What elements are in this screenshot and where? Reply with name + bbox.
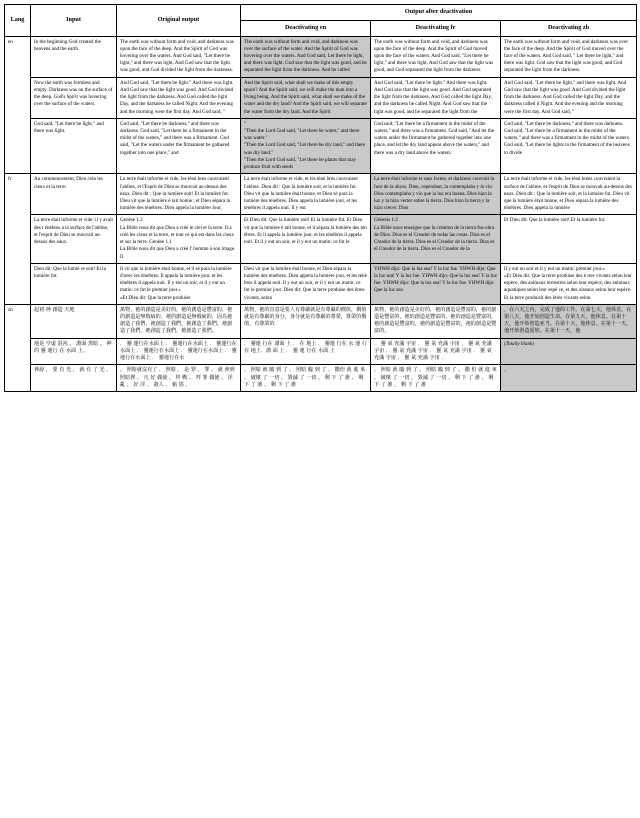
deactivating-zh-cell: Il y eut un soir et il y eut un matin: premier jour.» «Et Dieu dit: Que la terre produise des ê tres vivants selon leur espèce, des animaux terrestres selon leur espèce, des animaux aquatiques selon leur espè ce, et des oiseaux selon leur espèce. Et la terre produisit des êtres vivants selon xyxy=(501,263,637,304)
input-cell: Au commencement, Dieu créa les cieux et la terre. xyxy=(31,174,117,215)
col-header-deactivating-zh: Deactivating zh xyxy=(501,20,637,36)
results-table xyxy=(4,4,637,392)
table-row xyxy=(5,338,637,365)
deactivating-fr-cell: YHWH dijo: Que la luz sea! Y la luz fue. YHWH dijo: Que la luz sea! Y la luz fue. YHWH dijo: Que la luz sea! Y la luz fue. YHWH dijo: Que la luz sea! Y la luz fue. YHWH dijo: Que la luz sea xyxy=(371,263,501,304)
original-output-cell: God said, "Let there be darkness," and there was darkness. God said, "Let there be a firmament in the midst of the waters," and there was a firmament. God said, "Let the waters under the firmament be gathered together into one place," and xyxy=(117,118,241,174)
table-body xyxy=(5,36,637,391)
deactivating-zh-cell: Et Dieu dit: Que la lumière soit! Et la lumière fut. xyxy=(501,215,637,263)
input-cell: Now the earth was formless and empty. Darkness was on the surface of the deep. God's Spirit was hovering over the surface of the waters. xyxy=(31,77,117,118)
original-output-cell: Genèse 1.2 La Bible nous dit que Dieu a créé le ciel et la terre. Il a créé les cieux et la terre, et tout ce qui est dans les cieux et sur la terre. Genèse 1.1 La Bible nous dit que Dieu a créé l' homme à son image. Il xyxy=(117,215,241,263)
deactivating-fr-cell: The earth was without form and void, and darkness was upon the face of the deep. And the Spirit of God moved upon the face of the waters. And God said, "Let there be light," and there was light. And God saw that the light was good, and God separated the light from the darkness xyxy=(371,36,501,77)
deactivating-en-cell: And the Spirit said, what shall we make of this empty space? And the Spirit said, we will make the man into a living being. And the Spirit said, what shall we make of the water and the dry land? And the Spirit said, we will separate the water from the dry land. And the Spirit xyxy=(241,77,371,118)
header-row-top xyxy=(5,5,637,21)
original-output-cell: And God said, "Let there be light." And there was light. And God saw that the light was good. And God divided the light from the darkness. And God called the light Day, and the darkness he called Night. And the evening and the morning were the first day. And God said, " xyxy=(117,77,241,118)
col-header-input: Input xyxy=(31,5,117,37)
deactivating-en-cell: ． 靈運 行在 淵面 上 ． 在 地上 ． 靈運 行在 水 運 行在 地上．淵 面 上 ． 靈 運 行在 水面 上 xyxy=(241,338,371,365)
table-row xyxy=(5,263,637,304)
original-output-cell: Il vit que la lumière était bonne, et il sé para la lumière d'avec les ténèbres. Il appela la lumière jour, et les ténèbres il appela nuit. Il y eut un soir, et il y eut un matin: ce fut le premier jour.» «Et Dieu dit: Que la terre produise xyxy=(117,263,241,304)
original-output-cell: The earth was without form and void, and darkness was upon the face of the deep. And the Spirit of God was hovering over the waters. And God said, "Let there be light," and there was light. And God saw that the light was good, and God divided the light from the darkness. xyxy=(117,36,241,77)
page-sheet xyxy=(0,4,640,818)
deactivating-en-cell: " "Then the Lord God said, "Let there be water," and there was water." "Then the Lord God said, "Let there be dry land," and there was dry land." "Then the Lord God said, "Let there be plants that may produce fruit with seeds xyxy=(241,118,371,174)
table-row xyxy=(5,36,637,77)
lang-cell: fr xyxy=(5,174,31,305)
input-cell: 起初 神 創造 天地 xyxy=(31,304,117,338)
deactivating-zh-cell: The earth was without form and void, and darkness was over the face of the deep. And the Spirit of God moved over the face of the waters. And God said, " Let there be light," and there was light. God saw that the light was good, and God separated the light from the darkness. xyxy=(501,36,637,77)
deactivating-fr-cell: La terre était informe et sans forme, et darkness couvrait la face de la abyss. Dieu, cependant, la contemplaba y la vio. Dios contemplaba y vio que la luz era buena. Dios hizo la luz y la hizo verter sobre la tierra. Dios hizo la tierra y la hizo crecer. Dios xyxy=(371,174,501,215)
original-output-cell: 萬物，祂的創造是美好的，祂的創造是豐富的，祂的創造是無瑕疵的，祂的創造是無瑕疵的，因為祂創造了我們，祂創造了我們，祂創造了我們，祂創造了我們，祂創造了我們，祂創造了我們。 xyxy=(117,304,241,338)
col-header-deactivating-en: Deactivating en xyxy=(241,20,371,36)
deactivating-fr-cell: Génesis 1:2 La Bible nous enseigne que la création de la tierra fue obra de Dios. Dios es el Creador de todas las cosas. Dios es el Creador de la tierra. Dios es el Creador de la tierra. Dios es el Creador de la tierra. Dios es el Creador de la xyxy=(371,215,501,263)
deactivating-en-cell: La terre était informe et vide, et les ténè bres couvraient l'abîme. Dieu dit : Que la lumière soit, et la lumière fut. Dieu vit que la lumière était bonne, et Dieu sé para la lumière des ténèbres. Dieu appela la lumière jour, et les ténèbres il appela nuit. Il y eut xyxy=(241,174,371,215)
lang-cell: zh xyxy=(5,304,31,391)
deactivating-fr-cell: And God said, "Let there be light." And there was light. And God saw that the light was good. And God separated the light from the darkness. And God called the light Day, and the darkness he called Night. And God saw that the light was good, and he separated the light from the xyxy=(371,77,501,118)
deactivating-zh-cell: And God said, "Let there be light," and there was light. And God saw that the light was good. And God divided the light from the darkness. And God called the light Day, and the darkness called it Night. And the evening and the morning were the first day. And God said, " xyxy=(501,77,637,118)
table-row xyxy=(5,304,637,338)
deactivating-fr-cell: 萬物，祂的創造是美好的，祂的創造是豐富的，祂的創造是豐富的，祂的創造是豐富的，祂的創造是豐富的，祂的創造是豐富的，祂的創造是豐富的，祂的創造是豐富的。 xyxy=(371,304,501,338)
col-header-lang: Lang xyxy=(5,5,31,37)
deactivating-fr-cell: God said, "Let there be a firmament in the midst of the waters," and there was a firmament. God said, "And let the waters under the firmament be gathered together into one place, and let the dry land appear above the waters," and there was a dry land above the waters. xyxy=(371,118,501,174)
col-header-output-after-deactivation: Output after deactivation xyxy=(241,5,637,21)
original-output-cell: La terre était informe et vide, les ténè bres couvraient l'abîme, et l'Esprit de Dieu se mouvait au-dessus des eaux. Dieu dit : Que la lumière soit! Et la lumière fut. Dieu vit que la lumière é tait bonne ; et Dieu sépara la lumière des ténèbres. Dieu appela la lumière Jour, xyxy=(117,174,241,215)
table-row xyxy=(5,215,637,263)
input-cell: 神說 ， 要 有 光 ， 就 有 了 光 。 xyxy=(31,365,117,392)
deactivating-zh-cell: La terre était informe et vide, les ténè brees couvraient la surface de l'abîme, et l'esprit de Dieu se mouvait au-dessus des eaux. Dieu dit : Que la lumière soit, et la lumière fut. Dieu vit que la lumière était bonne, et Dieu sépara la lumière des ténèbres. Dieu appela la lumière xyxy=(501,174,637,215)
deactivating-en-cell: Dieu vit que la lumière était bonne, et Dieu sépara la lumière des ténèbres. Dieu appela la lumière jour, et les ténè bres il appela nuit. Il y eut un soir, et il y eut un matin: ce fut le premier jour. Dieu dit: Que la terre produise des êtres vivants, selon xyxy=(241,263,371,304)
table-header xyxy=(5,5,637,37)
table-row xyxy=(5,118,637,174)
input-cell: La terre était informe et vide: il y avait des t énèbres à la surface de l'abîme, et l'esprit de Dieu se mouvait au-dessus des eaux. xyxy=(31,215,117,263)
col-header-original-output: Original output xyxy=(117,5,241,37)
deactivating-en-cell: 、 照暗 就 臨 到 了 、 照暗 臨 到 了 、 撒但 就 進 來 、 破壞 了 一切 、 毀滅 了 一切 、 剩 下 了 誰 、 剩 下 了 誰 、 剩 下 了 誰 xyxy=(241,365,371,392)
deactivating-zh-cell: (Totally blank) xyxy=(501,338,637,365)
deactivating-en-cell: Et Dieu dit: Que la lumière soit! Et la lumière fut. Et Dieu vit que la lumière é tait bonne, et il sépara la lumière des tén èbres. Et il appela la lumière jour, et les ténèbres il appela nuit. Et il y eut un soir, et il y eut un matin: ce fut le xyxy=(241,215,371,263)
deactivating-fr-cell: ． 靈 氣 充滿 宇宙 ． 靈 氣 充滿 宇宙 ． 靈 氣 充滿 宇宙 ． 靈 氣 充滿 宇宙 ． 靈 氣 充滿 宇宙 ． 靈 氣 充滿 宇宙 ． 靈 氣 充滿 宇宙 ． xyxy=(371,338,501,365)
col-header-deactivating-fr: Deactivating fr xyxy=(371,20,501,36)
deactivating-en-cell: 萬物，祂的旨意是要人有尊嚴就是有尊嚴的價值，價值就是有尊嚴的身分，身分就是有尊嚴的尊榮，尊榮的價值，有尊榮的 xyxy=(241,304,371,338)
deactivating-fr-cell: 、 照暗 就 臨 到 了 、 照暗 臨 到 了 、 撒 但 就 進 來 、 破壞 了 一切 、 毀滅 了 一切 、 剩 下 了 誰 、 剩 下 了 誰 、 剩 下 了 誰 xyxy=(371,365,501,392)
original-output-cell: ． 靈 運行在水面上 ． 靈運行在水面上 ． 靈運行在水面上 ． 靈運行在水面上 ． 靈運行在水面上 ． 靈運行在水面上 ． 靈運行在水 xyxy=(117,338,241,365)
table-row xyxy=(5,174,637,215)
table-row xyxy=(5,365,637,392)
lang-cell: en xyxy=(5,36,31,174)
deactivating-zh-cell: God said, "Let there be darkness," and there was darkness. God said, "Let there be a firmament in the midst of the waters," and there was a firmament in the midst of the waters. God said, "Let there be lights in the firmament of the heavens to divide xyxy=(501,118,637,174)
input-cell: Dieu dit: Que la lumiè re soit! Et la lumière fut. xyxy=(31,263,117,304)
table-row xyxy=(5,77,637,118)
deactivating-en-cell: The earth was without form and void, and darkness was over the surface of the water. And the Spirit of God was hovering over the waters. And God said, Let there be light, and there was light. God saw that the light was good, and he separated the light from the darkness. And he called xyxy=(241,36,371,77)
input-cell: 地是 空虛 混沌 。 淵面 黑暗 。 神 的 靈 運行 在 水面 上。 xyxy=(31,338,117,365)
deactivating-zh-cell: 、 xyxy=(501,365,637,392)
original-output-cell: 、 照暗就沒有了 、 照暗 、 是 罪 、 罪 、 就 會到 照暗裡 、 凡 好 偶使 、 拜 戰 、 拜 罪 偶使 、 淫亂 、 好 淫 、 殺人 、 偷 盜 、 xyxy=(117,365,241,392)
deactivating-zh-cell: ，在六天之内，完成了他的工作。在第七天，他休息。在第八天，他开始创造生命。在第九天，他休息。在第十天，他开始创造亚当。在第十天，他休息。在第十一天，他开始创造夏娃。在第十一天，他 xyxy=(501,304,637,338)
input-cell: God said, "Let there be light," and there was light. xyxy=(31,118,117,174)
input-cell: In the beginning God created the heavens and the earth. xyxy=(31,36,117,77)
